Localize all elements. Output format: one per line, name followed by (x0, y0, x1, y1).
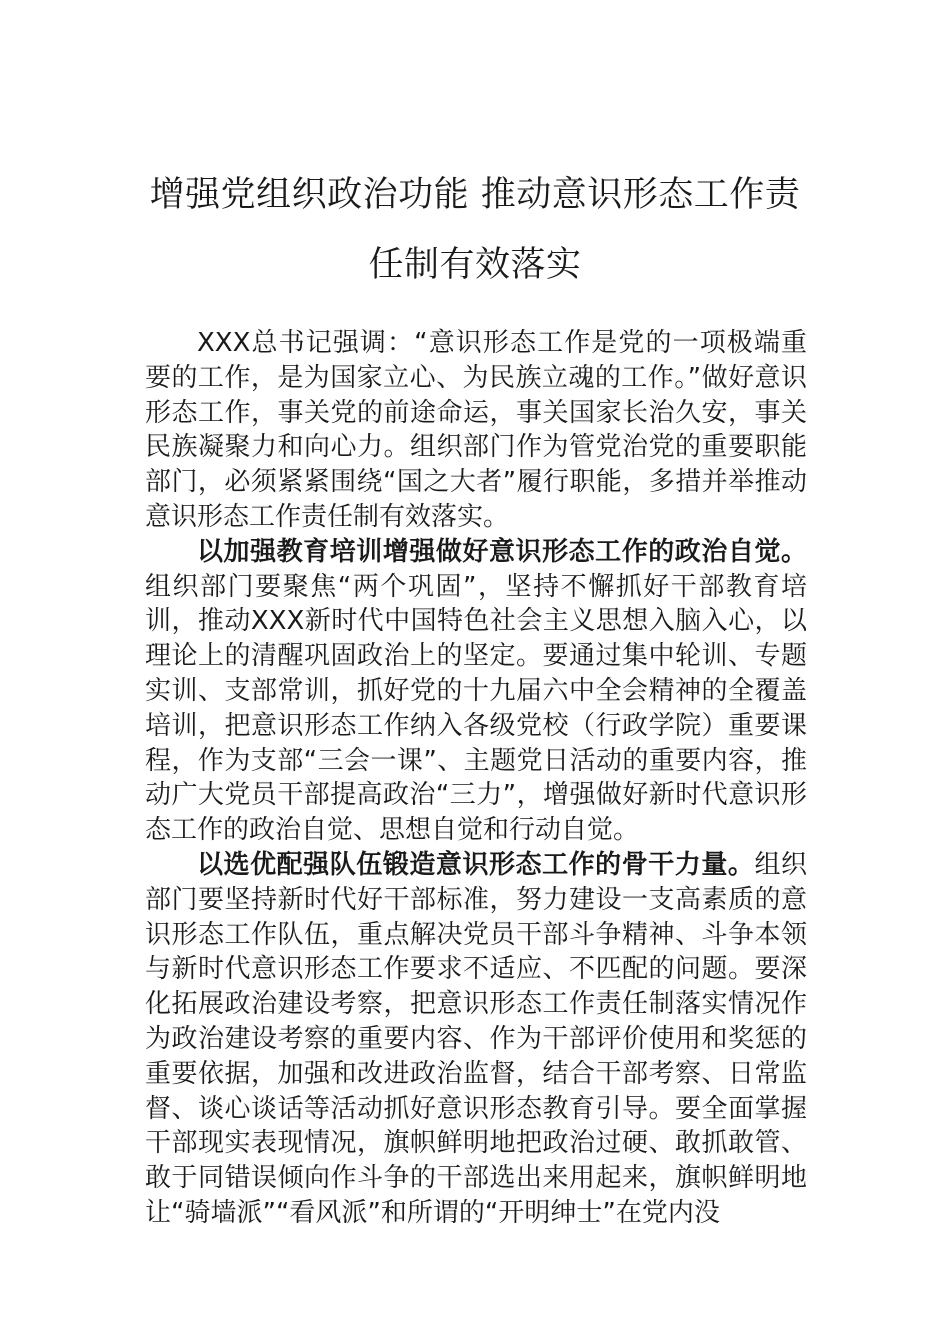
paragraph-education-training (145, 535, 807, 848)
title-line-2: 任制有效落实 (368, 245, 582, 285)
paragraph-intro-text: XXX总书记强调：“意识形态工作是党的一项极端重要的工作，是为国家立心、为民族立魂的工作。”做好意识形态工作，事关党的前途命运，事关国家长治久安，事关民族凝聚力和向心力。组织部门作为管党治党的重要职能部门，必须紧紧围绕“国之大者”履行职能，多措并举推动意识形态工作责任制有效落实。 (145, 328, 807, 532)
paragraph-education-training-text: 组织部门要聚焦“两个巩固”，坚持不懈抓好干部教育培训，推动XXX新时代中国特色社会主义思想入脑入心，以理论上的清醒巩固政治上的坚定。要通过集中轮训、专题实训、支部常训，抓好党的十九届六中全会精神的全覆盖培训，把意识形态工作纳入各级党校（行政学院）重要课程，作为支部“三会一课”、主题党日活动的重要内容，推动广大党员干部提高政治“三力”，增强做好新时代意识形态工作的政治自觉、思想自觉和行动自觉。 (145, 571, 807, 846)
paragraph-team-building-text: 组织部门要坚持新时代好干部标准，努力建设一支高素质的意识形态工作队伍，重点解决党员干部斗争精神、斗争本领与新时代意识形态工作要求不适应、不匹配的问题。要深化拓展政治建设考察，把意识形态工作责任制落实情况作为政治建设考察的重要内容、作为干部评价使用和奖惩的重要依据，加强和改进政治监督，结合干部考察、日常监督、谈心谈话等活动抓好意识形态教育引导。要全面掌握干部现实表现情况，旗帜鲜明地把政治过硬、敢抓敢管、敢于同错误倾向作斗争的干部选出来用起来，旗帜鲜明地让“骑墙派”“看风派”和所谓的“开明绅士”在党内没 (145, 849, 807, 1228)
paragraph-team-building (145, 848, 807, 1231)
paragraph-team-building-heading: 以选优配强队伍锻造意识形态工作的骨干力量。 (197, 849, 755, 880)
paragraph-intro (145, 326, 807, 535)
document-body (145, 326, 807, 1231)
paragraph-education-training-heading: 以加强教育培训增强做好意识形态工作的政治自觉。 (197, 536, 807, 567)
document-title (145, 160, 805, 300)
title-line-1: 增强党组织政治功能 推动意识形态工作责 (149, 175, 801, 215)
